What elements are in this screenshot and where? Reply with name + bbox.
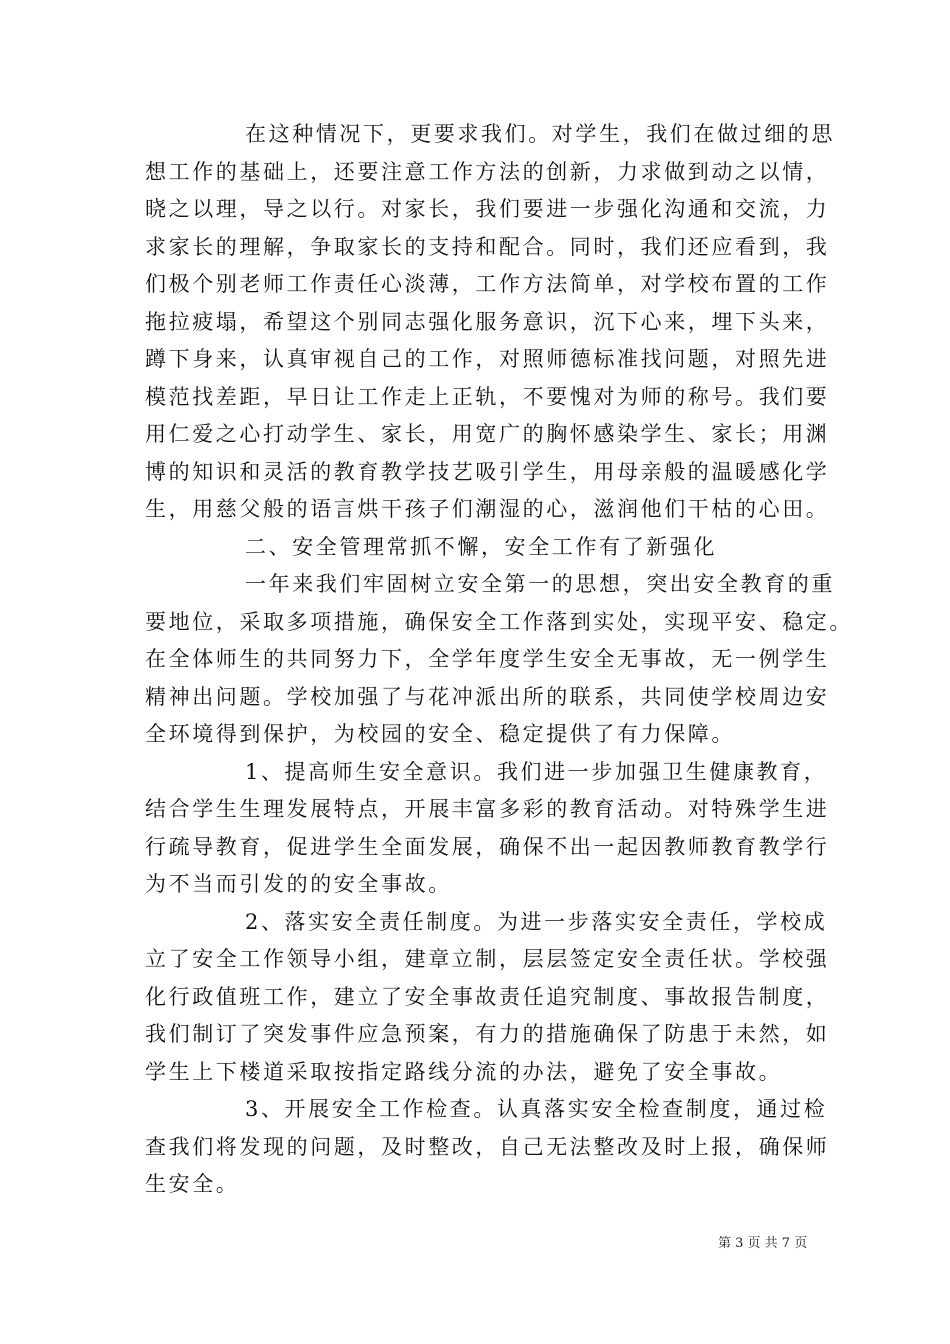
text-line: 全环境得到保护，为校园的安全、稳定提供了有力保障。	[145, 722, 735, 746]
text-line: 立了安全工作领导小组，建章立制，层层签定安全责任状。学校强	[145, 947, 830, 971]
text-line: 想工作的基础上，还要注意工作方法的创新，力求做到动之以情，	[145, 160, 830, 184]
text-line: 学生上下楼道采取按指定路线分流的办法，避免了安全事故。	[145, 1060, 783, 1084]
text-line: 为不当而引发的的安全事故。	[145, 872, 452, 896]
text-line: 化行政值班工作，建立了安全事故责任追究制度、事故报告制度，	[145, 985, 830, 1009]
text-line: 在全体师生的共同努力下，全学年度学生安全无事故，无一例学生	[145, 647, 830, 671]
text-line: 用仁爱之心打动学生、家长，用宽广的胸怀感染学生、家长；用渊	[145, 422, 830, 446]
section-heading: 二、安全管理常抓不懈，安全工作有了新强化	[245, 535, 717, 559]
text-line: 晓之以理，导之以行。对家长，我们要进一步强化沟通和交流，力	[145, 197, 830, 221]
text-line: 求家长的理解，争取家长的支持和配合。同时，我们还应看到，我	[145, 235, 830, 259]
text-line: 博的知识和灵活的教育教学技艺吸引学生，用母亲般的温暖感化学	[145, 460, 830, 484]
text-line: 模范找差距，早日让工作走上正轨，不要愧对为师的称号。我们要	[145, 385, 830, 409]
text-line: 精神出问题。学校加强了与花冲派出所的联系，共同使学校周边安	[145, 685, 830, 709]
text-line: 行疏导教育，促进学生全面发展，确保不出一起因教师教育教学行	[145, 835, 830, 859]
text-line: 我们制订了突发事件应急预案，有力的措施确保了防患于未然，如	[145, 1022, 830, 1046]
text-line: 3、开展安全工作检查。认真落实安全检查制度，通过检	[245, 1097, 828, 1121]
page-number: 第 3 页 共 7 页	[718, 1236, 808, 1251]
text-line: 结合学生生理发展特点，开展丰富多彩的教育活动。对特殊学生进	[145, 797, 830, 821]
text-line: 在这种情况下，更要求我们。对学生，我们在做过细的思	[245, 122, 835, 146]
text-line: 一年来我们牢固树立安全第一的思想，突出安全教育的重	[245, 572, 835, 596]
text-line: 生，用慈父般的语言烘干孩子们潮湿的心，滋润他们干枯的心田。	[145, 497, 830, 521]
text-line: 蹲下身来，认真审视自己的工作，对照师德标准找问题，对照先进	[145, 347, 830, 371]
text-line: 拖拉疲塌，希望这个别同志强化服务意识，沉下心来，埋下头来，	[145, 310, 830, 334]
text-line: 查我们将发现的问题，及时整改，自己无法整改及时上报，确保师	[145, 1135, 830, 1159]
text-line: 生安全。	[145, 1172, 240, 1196]
text-line: 们极个别老师工作责任心淡薄，工作方法简单，对学校布置的工作	[145, 272, 830, 296]
text-line: 1、提高师生安全意识。我们进一步加强卫生健康教育，	[245, 760, 828, 784]
text-line: 要地位，采取多项措施，确保安全工作落到实处，实现平安、稳定。	[145, 610, 853, 634]
text-line: 2、落实安全责任制度。为进一步落实安全责任，学校成	[245, 910, 828, 934]
